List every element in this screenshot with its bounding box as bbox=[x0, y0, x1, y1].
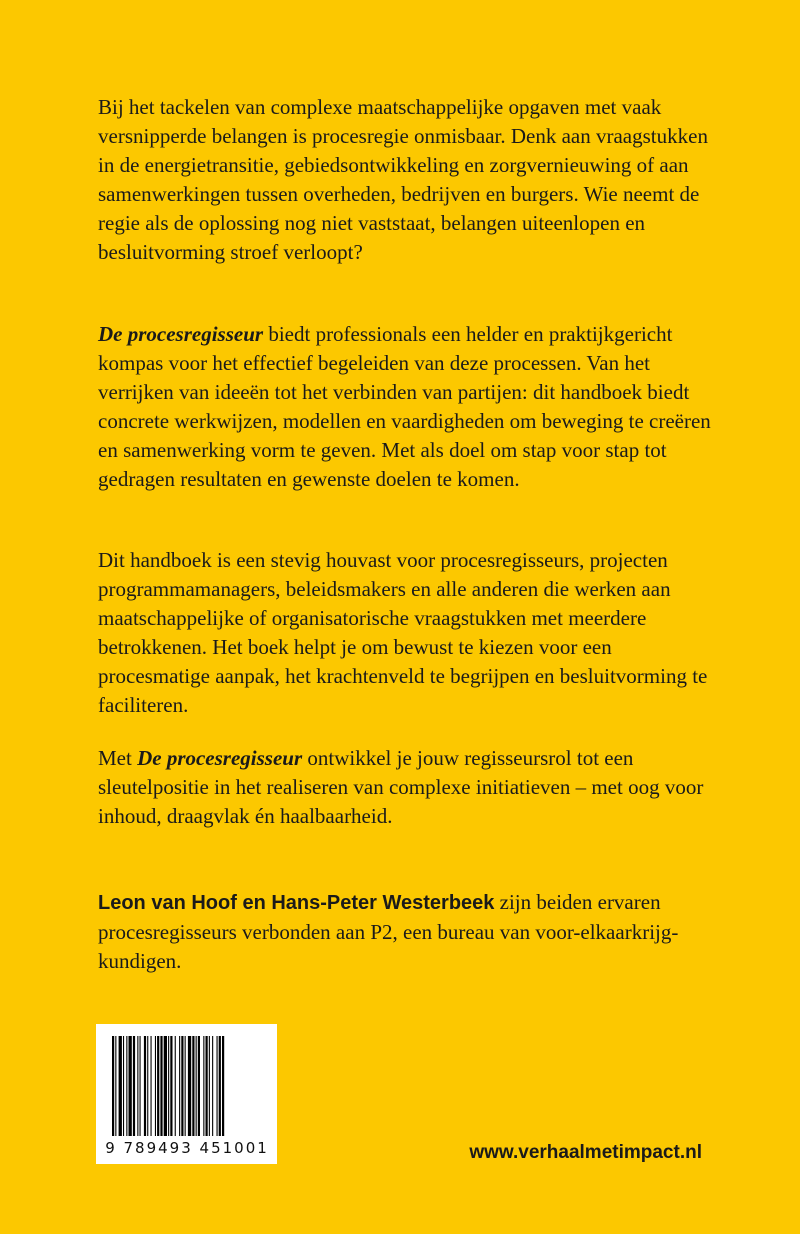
isbn-barcode bbox=[96, 1024, 277, 1164]
description-paragraph bbox=[98, 320, 718, 494]
book-title: De procesregisseur bbox=[98, 322, 264, 346]
description-text: biedt professionals een helder en praktijkgericht kompas voor het effectief begeleiden van deze processen. Van het verrijken van ideeën tot het verbinden van partijen: dit handboek biedt concrete werkwijzen, modellen en vaardigheden om beweging te creëren en samenwerking vorm te geven. Met als doel om stap voor stap tot gedragen resultaten en gewenste doelen te komen. bbox=[98, 322, 711, 491]
author-names: Leon van Hoof en Hans-Peter Westerbeek bbox=[98, 892, 495, 914]
closing-prefix: Met bbox=[98, 746, 138, 770]
book-title: De procesregisseur bbox=[137, 746, 303, 770]
audience-text: Dit handboek is een stevig houvast voor procesregisseurs, projecten programmamanagers, beleidsmakers en alle anderen die werken aan maatschappelijke of organisatorische vraagstukken met meerdere betrokkenen. Het boek helpt je om bewust te kiezen voor een procesmatige aanpak, het krachtenveld te begrijpen en besluitvorming te faciliteren. bbox=[98, 548, 708, 717]
intro-text: Bij het tackelen van complexe maatschappelijke opgaven met vaak versnipperde belangen is procesregie onmisbaar. Denk aan vraagstukken in de energietransitie, gebiedsontwikkeling en zorgvernieuwing of aan samenwerkingen tussen overheden, bedrijven en burgers. Wie neemt de regie als de oplossing nog niet vaststaat, belangen uiteenlopen en besluitvorming stroef verloopt? bbox=[98, 95, 708, 264]
barcode-bars bbox=[112, 1036, 261, 1136]
isbn-number: 9 789493 451001 bbox=[105, 1139, 269, 1157]
audience-paragraph bbox=[98, 546, 718, 720]
author-bio bbox=[98, 888, 718, 976]
closing-paragraph bbox=[98, 744, 718, 831]
closing-text: ontwikkel je jouw regisseursrol tot een sleutelpositie in het realiseren van complexe initiatieven – met oog voor inhoud, draagvlak én haalbaarheid. bbox=[98, 746, 704, 828]
author-bio-text: zijn beiden ervaren procesregisseurs verbonden aan P2, een bureau van voor-elkaarkrijg-kundigen. bbox=[98, 890, 679, 973]
intro-paragraph bbox=[98, 93, 718, 267]
website-url[interactable]: www.verhaalmetimpact.nl bbox=[469, 1142, 702, 1163]
